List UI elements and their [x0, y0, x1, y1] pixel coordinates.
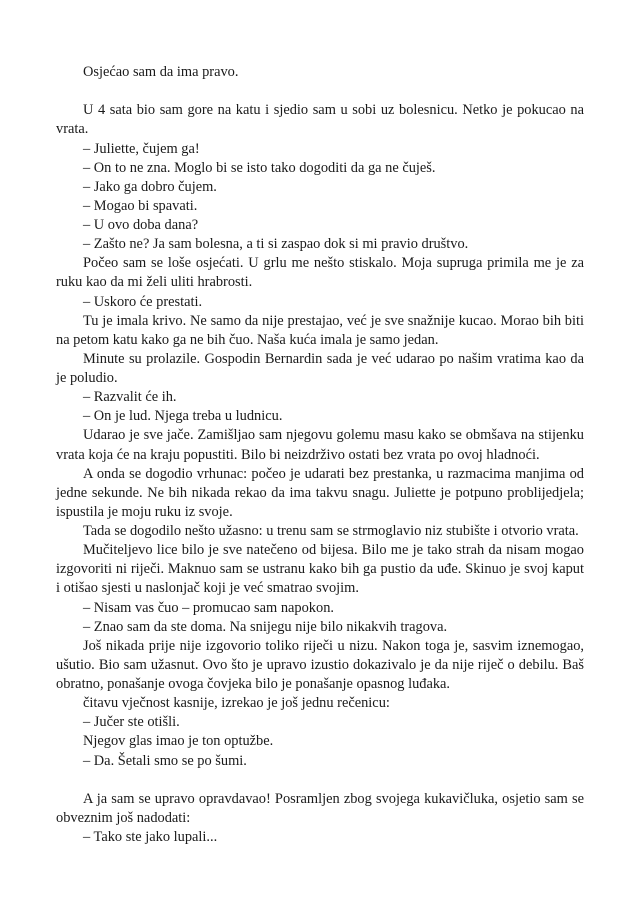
- dialogue-line: – U ovo doba dana?: [83, 217, 199, 233]
- dialogue-line: – Nisam vas čuo – promucao sam napokon.: [83, 599, 334, 616]
- paragraph: Njegov glas imao je ton optužbe.: [83, 733, 274, 750]
- paragraph: Tada se dogodilo nešto užasno: u trenu sam se strmoglavio niz stubište i otvorio vrata.: [83, 523, 579, 539]
- dialogue-line: – Znao sam da ste doma. Na snijegu nije bilo nikakvih tragova.: [83, 618, 448, 635]
- paragraph: Još nikada prije nije izgovorio toliko riječi u nizu. Nakon toga je, sasvim iznemogao, ušutio. Bio sam užasnut. Ovo što je upravo izustio dokazivalo je da nije riječ o debilu. Baš obratno, ponašanje ovoga čovjeka bilo je ponašanje opasnog luđaka.: [56, 637, 584, 692]
- dialogue-line: – Uskoro će prestati.: [83, 293, 203, 310]
- dialogue-line: – On to ne zna. Moglo bi se isto tako dogoditi da ga ne čuješ.: [83, 159, 436, 176]
- paragraph: Udarao je sve jače. Zamišljao sam njegovu golemu masu kako se obmšava na stijenku vrata koja će na kraju popustiti. Bilo bi neizdrživo ostati bez vrata po ovoj hladnoći.: [56, 427, 584, 463]
- dialogue-line: – Da. Šetali smo se po šumi.: [83, 752, 247, 769]
- paragraph-gap: [56, 82, 584, 101]
- dialogue-line: – Tako ste jako lupali...: [83, 829, 218, 845]
- dialogue-line: – Jučer ste otišli.: [83, 714, 180, 731]
- paragraph: Osjećao sam da ima pravo.: [83, 64, 239, 80]
- dialogue-line: – Zašto ne? Ja sam bolesna, a ti si zaspao dok si mi pravio društvo.: [83, 236, 469, 253]
- body-text: [56, 63, 584, 847]
- dialogue-line: – On je lud. Njega treba u ludnicu.: [83, 408, 283, 425]
- paragraph-gap: [56, 771, 584, 790]
- paragraph: U 4 sata bio sam gore na katu i sjedio sam u sobi uz bolesnicu. Netko je pokucao na vrata.: [56, 102, 584, 138]
- paragraph: A onda se dogodio vrhunac: počeo je udarati bez prestanka, u razmacima manjima od jedne sekunde. Ne bih nikada rekao da ima takvu snagu. Juliette je potpuno problijedjela; ispustila je moju ruku iz svoje.: [56, 465, 584, 520]
- dialogue-line: – Jako ga dobro čujem.: [83, 178, 217, 195]
- paragraph: Mučiteljevo lice bilo je sve natečeno od bijesa. Bilo me je tako strah da nisam mogao izgovoriti ni riječi. Maknuo sam se ustranu kako bih ga pustio da uđe. Skinuo je svoj kaput i otišao sjesti u naslonjač koji je već smatrao svojim.: [56, 542, 584, 597]
- paragraph: čitavu vječnost kasnije, izrekao je još jednu rečenicu:: [83, 695, 390, 712]
- dialogue-line: – Mogao bi spavati.: [83, 197, 198, 214]
- paragraph: Počeo sam se loše osjećati. U grlu me nešto stiskalo. Moja supruga primila me je za ruku kao da mi želi uliti hrabrosti.: [56, 255, 584, 291]
- paragraph: Tu je imala krivo. Ne samo da nije prestajao, već je sve snažnije kucao. Morao bih biti na petom katu kako ga ne bih čuo. Naša kuća imala je samo jedan.: [56, 312, 584, 348]
- dialogue-line: – Razvalit će ih.: [83, 389, 177, 406]
- dialogue-line: – Juliette, čujem ga!: [83, 140, 200, 157]
- paragraph: Minute su prolazile. Gospodin Bernardin sada je već udarao po našim vratima kao da je poludio.: [56, 350, 584, 386]
- paragraph: A ja sam se upravo opravdavao! Posramljen zbog svojega kukavičluka, osjetio sam se obveznim još nadodati:: [56, 790, 584, 826]
